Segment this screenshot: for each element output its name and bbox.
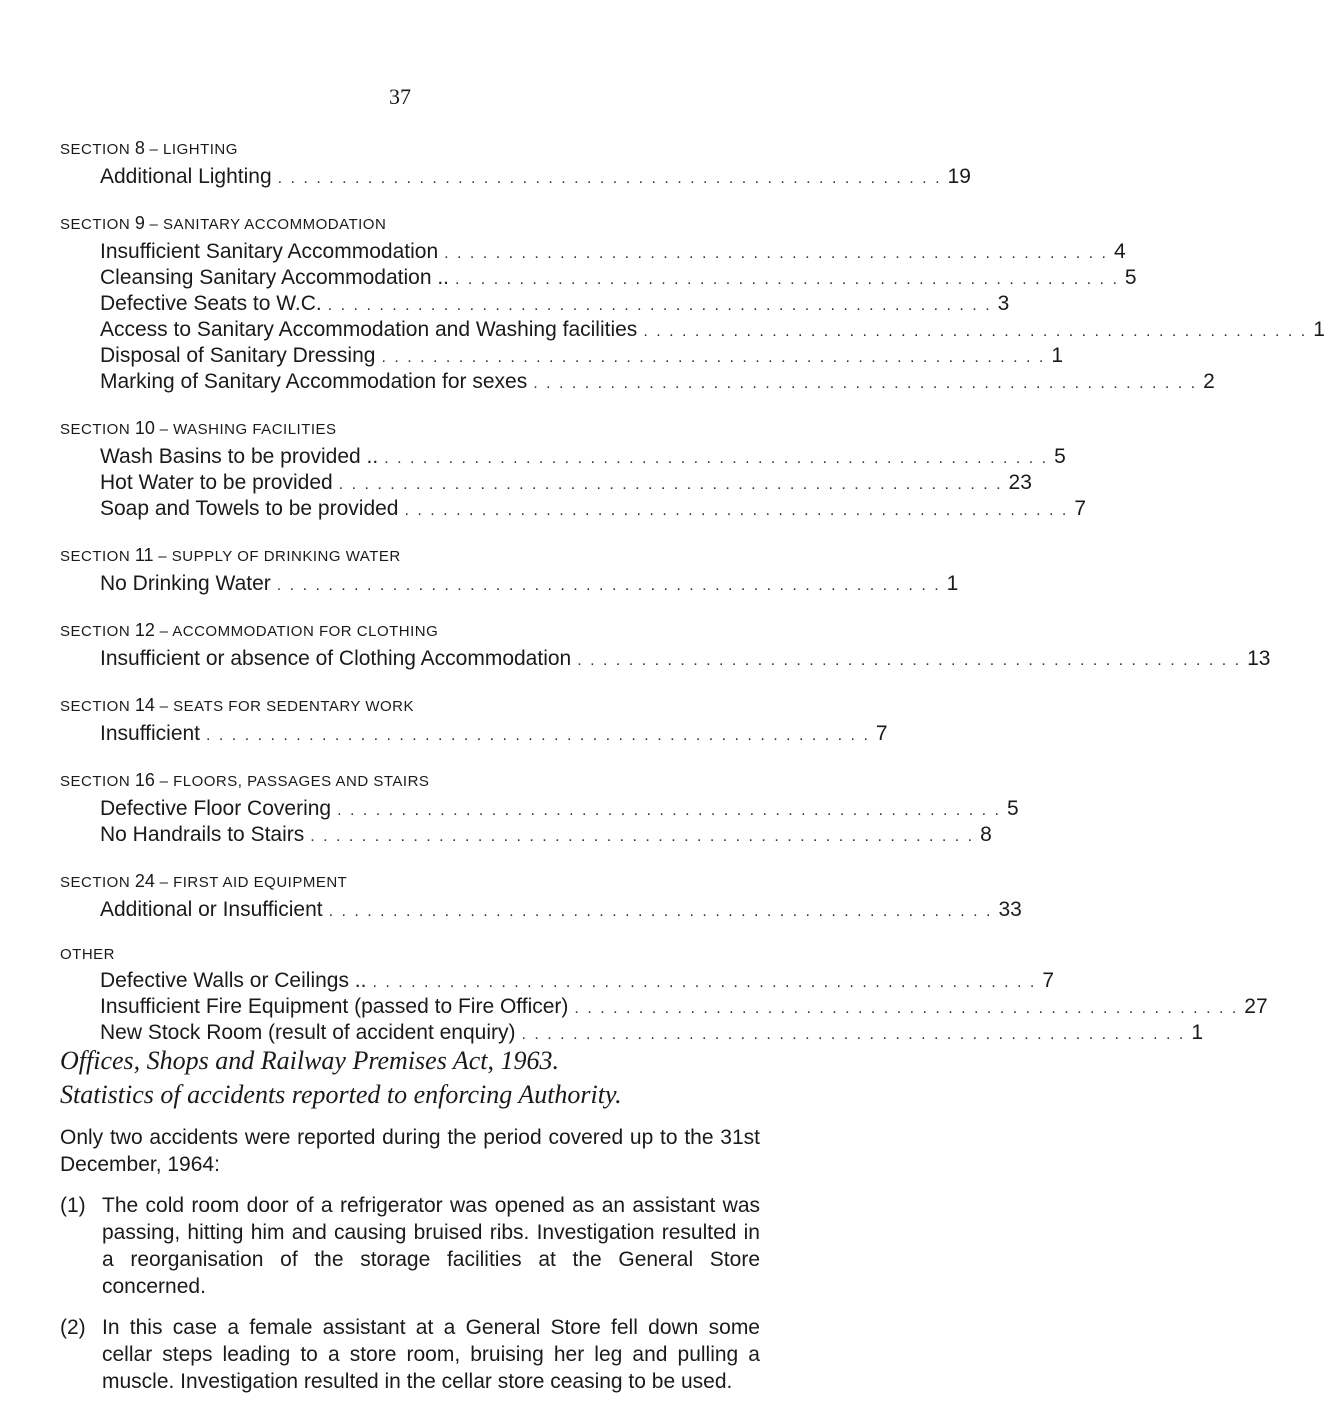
dot-leader: . . . . . . . . . . . . . . . . . . . . . . . . . . . . . . . . . . . . . . . . . . . . . . . . . . . . [372, 974, 1037, 991]
dot-leader: . . . . . . . . . . . . . . . . . . . . . . . . . . . . . . . . . . . . . . . . . . . . . . . . . . . . [643, 323, 1308, 340]
dot-leader: . . . . . . . . . . . . . . . . . . . . . . . . . . . . . . . . . . . . . . . . . . . . . . . . . . . . [206, 727, 870, 744]
item-label: No Handrails to Stairs [100, 823, 305, 846]
list-item [100, 969, 1055, 995]
list-item [100, 471, 1032, 497]
item-count: 5 [1124, 266, 1137, 289]
section-number: 10 [134, 418, 155, 438]
section-block [60, 418, 1087, 523]
dot-leader: . . . . . . . . . . . . . . . . . . . . . . . . . . . . . . . . . . . . . . . . . . . . . . . . . . . . [577, 652, 1242, 669]
section-label: SECTION [60, 874, 131, 891]
section-title: – ACCOMMODATION FOR CLOTHING [159, 623, 439, 640]
list-item [100, 292, 1010, 318]
section-title: – SUPPLY OF DRINKING WATER [158, 548, 401, 565]
item-label: New Stock Room (result of accident enquiry) [100, 1021, 516, 1044]
section-block [60, 946, 1268, 1047]
section-block [60, 871, 1022, 924]
dot-leader: . . . . . . . . . . . . . . . . . . . . . . . . . . . . . . . . . . . . . . . . . . . . . . . . . . . . [277, 170, 942, 187]
item-count: 13 [1247, 647, 1271, 670]
list-item [100, 165, 971, 191]
item-label: No Drinking Water [100, 572, 271, 595]
list-item [100, 344, 1064, 370]
complaints-list [60, 138, 1325, 1069]
section-number: 9 [134, 213, 145, 233]
list-item [100, 240, 1126, 266]
item-label: Defective Floor Covering [100, 797, 332, 820]
item-label: Soap and Towels to be provided [100, 497, 399, 520]
item-count: 1 [946, 572, 959, 595]
dot-leader: . . . . . . . . . . . . . . . . . . . . . . . . . . . . . . . . . . . . . . . . . . . . . . . . . . . . [381, 349, 1046, 366]
item-count: 2 [1203, 370, 1215, 393]
item-label: Defective Walls or Ceilings .. [100, 969, 367, 992]
item-count: 1 [1051, 344, 1064, 367]
section-heading [60, 620, 760, 641]
section-heading [60, 770, 760, 791]
section-heading [60, 418, 760, 439]
page-number: 37 [389, 84, 411, 109]
item-label: Defective Seats to W.C. [100, 292, 322, 315]
section-label: OTHER [60, 946, 115, 963]
section-block [60, 770, 1019, 849]
section-label: SECTION [60, 141, 131, 158]
dot-leader: . . . . . . . . . . . . . . . . . . . . . . . . . . . . . . . . . . . . . . . . . . . . . . . . . . . . [455, 271, 1119, 288]
act-title [60, 1044, 760, 1112]
list-item [100, 647, 1271, 673]
item-label: Insufficient Sanitary Accommodation [100, 240, 439, 263]
list-item [100, 572, 959, 598]
accident-text: The cold room door of a refrigerator was opened as an assistant was passing, hitting him and causing bruised ribs. Investigation resulted in a reorganisation of the storage facilities at the General Store concerned. [102, 1194, 760, 1298]
dot-leader: . . . . . . . . . . . . . . . . . . . . . . . . . . . . . . . . . . . . . . . . . . . . . . . . . . . . [444, 245, 1108, 262]
section-title: – SANITARY ACCOMMODATION [149, 216, 387, 233]
list-item [100, 370, 1215, 396]
item-label: Cleansing Sanitary Accommodation .. [100, 266, 450, 289]
list-item [100, 898, 1022, 924]
accident-item-1 [60, 1192, 760, 1300]
section-title: – FLOORS, PASSAGES AND STAIRS [159, 773, 430, 790]
act-title-line-1: Offices, Shops and Railway Premises Act, 1963. [60, 1046, 560, 1075]
section-block [60, 695, 888, 748]
item-label: Additional Lighting [100, 165, 272, 188]
item-count: 8 [980, 823, 992, 846]
accident-marker: (1) [60, 1194, 86, 1217]
item-label: Disposal of Sanitary Dressing [100, 344, 376, 367]
item-count: 23 [1008, 471, 1032, 494]
act-title-line-2: Statistics of accidents reported to enforcing Authority. [60, 1080, 622, 1109]
item-count: 7 [875, 722, 888, 745]
dot-leader: . . . . . . . . . . . . . . . . . . . . . . . . . . . . . . . . . . . . . . . . . . . . . . . . . . . . [310, 828, 975, 845]
item-label: Hot Water to be provided [100, 471, 333, 494]
section-title: – WASHING FACILITIES [159, 421, 337, 438]
accidents-report [60, 1124, 760, 1409]
item-label: Marking of Sanitary Accommodation for sexes [100, 370, 528, 393]
section-block [60, 620, 1271, 673]
item-label: Insufficient Fire Equipment (passed to Fire Officer) [100, 995, 569, 1018]
dot-leader: . . . . . . . . . . . . . . . . . . . . . . . . . . . . . . . . . . . . . . . . . . . . . . . . . . . . [533, 375, 1198, 392]
item-count: 33 [998, 898, 1022, 921]
section-heading [60, 138, 760, 159]
section-heading [60, 871, 760, 892]
item-count: 5 [1006, 797, 1019, 820]
section-block [60, 545, 959, 598]
list-item [100, 722, 888, 748]
list-item [100, 797, 1019, 823]
dot-leader: . . . . . . . . . . . . . . . . . . . . . . . . . . . . . . . . . . . . . . . . . . . . . . . . . . . . [328, 903, 993, 920]
list-item [100, 995, 1268, 1021]
section-label: SECTION [60, 623, 131, 640]
dot-leader: . . . . . . . . . . . . . . . . . . . . . . . . . . . . . . . . . . . . . . . . . . . . . . . . . . . . [521, 1026, 1186, 1043]
section-label: SECTION [60, 698, 131, 715]
section-title: – FIRST AID EQUIPMENT [159, 874, 348, 891]
intro-paragraph: Only two accidents were reported during the period covered up to the 31st December, 1964: [60, 1126, 760, 1176]
item-count: 7 [1042, 969, 1055, 992]
dot-leader: . . . . . . . . . . . . . . . . . . . . . . . . . . . . . . . . . . . . . . . . . . . . . . . . . . . . [337, 802, 1001, 819]
item-count: 5 [1054, 445, 1066, 468]
accident-item-2 [60, 1314, 760, 1395]
dot-leader: . . . . . . . . . . . . . . . . . . . . . . . . . . . . . . . . . . . . . . . . . . . . . . . . . . . . [276, 577, 941, 594]
list-item [100, 823, 992, 849]
accident-text: In this case a female assistant at a General Store fell down some cellar steps leading to a store room, bruising her leg and pulling a muscle. Investigation resulted in the cellar store ceasing to be used. [102, 1316, 760, 1393]
section-number: 16 [134, 770, 155, 790]
item-label: Access to Sanitary Accommodation and Washing facilities [100, 318, 638, 341]
item-count: 4 [1114, 240, 1126, 263]
section-block [60, 213, 1325, 396]
item-count: 1 [1191, 1021, 1204, 1044]
section-number: 8 [134, 138, 145, 158]
section-heading [60, 213, 760, 234]
dot-leader: . . . . . . . . . . . . . . . . . . . . . . . . . . . . . . . . . . . . . . . . . . . . . . . . . . . . [327, 297, 992, 314]
dot-leader: . . . . . . . . . . . . . . . . . . . . . . . . . . . . . . . . . . . . . . . . . . . . . . . . . . . . [404, 502, 1069, 519]
dot-leader: . . . . . . . . . . . . . . . . . . . . . . . . . . . . . . . . . . . . . . . . . . . . . . . . . . . . [338, 476, 1003, 493]
section-number: 12 [134, 620, 155, 640]
item-count: 3 [997, 292, 1010, 315]
item-label: Insufficient [100, 722, 201, 745]
list-item [100, 445, 1066, 471]
section-block [60, 138, 971, 191]
section-label: SECTION [60, 216, 131, 233]
section-title: – SEATS FOR SEDENTARY WORK [159, 698, 414, 715]
accident-marker: (2) [60, 1316, 86, 1339]
list-item [100, 318, 1325, 344]
item-label: Wash Basins to be provided .. [100, 445, 379, 468]
section-number: 14 [134, 695, 155, 715]
item-count: 1 [1313, 318, 1325, 341]
section-label: SECTION [60, 548, 131, 565]
section-title: – LIGHTING [149, 141, 238, 158]
dot-leader: . . . . . . . . . . . . . . . . . . . . . . . . . . . . . . . . . . . . . . . . . . . . . . . . . . . . [384, 450, 1049, 467]
item-label: Insufficient or absence of Clothing Accommodation [100, 647, 572, 670]
section-heading [60, 695, 760, 716]
item-count: 27 [1244, 995, 1268, 1018]
section-heading [60, 545, 760, 566]
list-item [100, 266, 1137, 292]
section-heading [60, 946, 760, 963]
dot-leader: . . . . . . . . . . . . . . . . . . . . . . . . . . . . . . . . . . . . . . . . . . . . . . . . . . . . [574, 1000, 1239, 1017]
item-count: 7 [1074, 497, 1087, 520]
list-item [100, 497, 1087, 523]
section-label: SECTION [60, 773, 131, 790]
item-count: 19 [947, 165, 971, 188]
section-label: SECTION [60, 421, 131, 438]
section-number: 11 [134, 545, 154, 565]
item-label: Additional or Insufficient [100, 898, 323, 921]
section-number: 24 [134, 871, 155, 891]
